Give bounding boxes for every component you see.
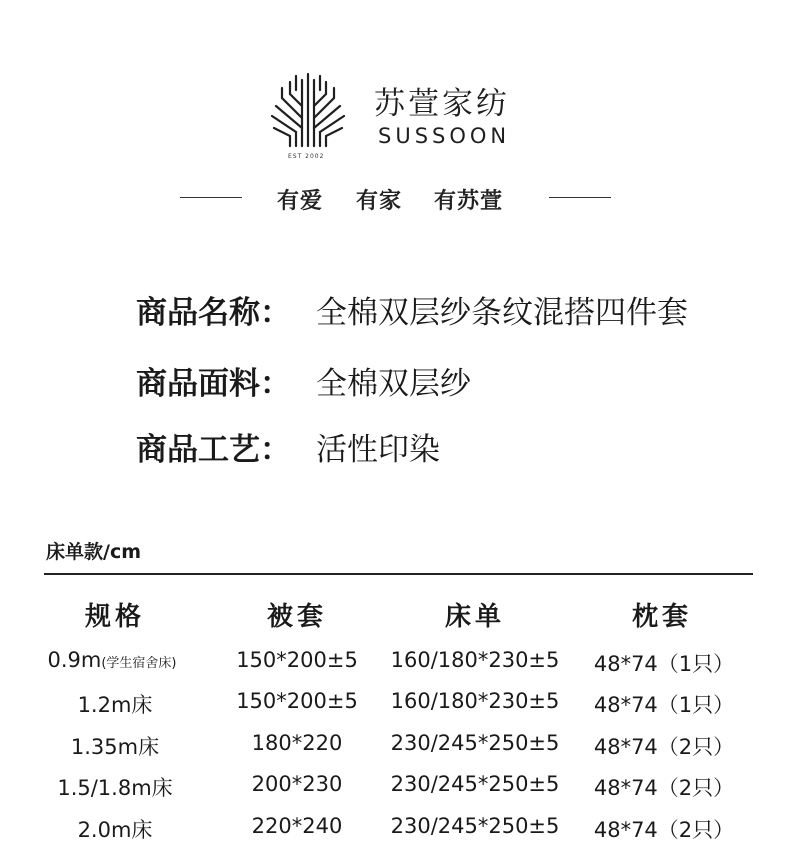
- tree-logo-icon: [266, 66, 350, 162]
- table-cell-pillow: 48*74（2只）: [593, 818, 735, 842]
- table-cell-pillow: 48*74（2只）: [593, 735, 735, 759]
- table-cell-sheet: 160/180*230±5: [390, 689, 560, 713]
- spec-note: (学生宿舍床): [101, 656, 177, 671]
- table-cell-pillow: 48*74（2只）: [593, 776, 735, 800]
- table-rule: [44, 573, 753, 575]
- product-craft-row: [136, 424, 440, 469]
- product-fabric-row: [136, 358, 471, 403]
- est-label: EST 2002: [288, 153, 325, 160]
- table-header-spec: 规格: [84, 602, 145, 632]
- product-name-value: 全棉双层纱条纹混搭四件套: [316, 295, 688, 331]
- table-cell-spec: 1.5/1.8m床: [57, 776, 173, 800]
- product-name-label: 商品名称：: [136, 295, 291, 331]
- table-cell-pillow: 48*74（1只）: [593, 693, 735, 717]
- table-header-pillow: 枕套: [631, 602, 692, 632]
- product-fabric-label: 商品面料：: [136, 366, 291, 402]
- table-cell-spec: 1.2m床: [77, 693, 153, 717]
- slogan-divider-right: [549, 197, 611, 198]
- table-header-sheet: 床单: [444, 602, 505, 632]
- table-cell-spec: 1.35m床: [70, 735, 160, 759]
- product-fabric-value: 全棉双层纱: [316, 366, 471, 402]
- brand-name-en: SUSSOON: [378, 124, 511, 148]
- product-name-row: [136, 287, 688, 332]
- slogan-item-love: 有爱: [277, 189, 324, 214]
- slogan-divider-left: [180, 197, 242, 198]
- table-cell-sheet: 230/245*250±5: [390, 814, 560, 838]
- spec-value: 0.9m: [47, 648, 102, 672]
- table-cell-quilt: 200*230: [251, 772, 343, 796]
- table-caption: 床单款/cm: [46, 541, 142, 563]
- table-cell-pillow: 48*74（1只）: [593, 652, 735, 676]
- table-header-quilt: 被套: [266, 602, 327, 632]
- table-cell-quilt: 150*200±5: [236, 689, 358, 713]
- slogan-item-home: 有家: [356, 189, 403, 214]
- table-cell-quilt: 180*220: [251, 731, 343, 755]
- product-craft-value: 活性印染: [316, 432, 440, 468]
- product-craft-label: 商品工艺：: [136, 432, 291, 468]
- table-cell-quilt: 150*200±5: [236, 648, 358, 672]
- table-cell-sheet: 230/245*250±5: [390, 731, 560, 755]
- brand-name-cn: 苏萱家纺: [374, 86, 510, 122]
- slogan-item-brand: 有苏萱: [434, 189, 504, 214]
- table-cell-sheet: 160/180*230±5: [390, 648, 560, 672]
- table-cell-spec: 2.0m床: [77, 818, 153, 842]
- table-cell-sheet: 230/245*250±5: [390, 772, 560, 796]
- table-cell-quilt: 220*240: [251, 814, 343, 838]
